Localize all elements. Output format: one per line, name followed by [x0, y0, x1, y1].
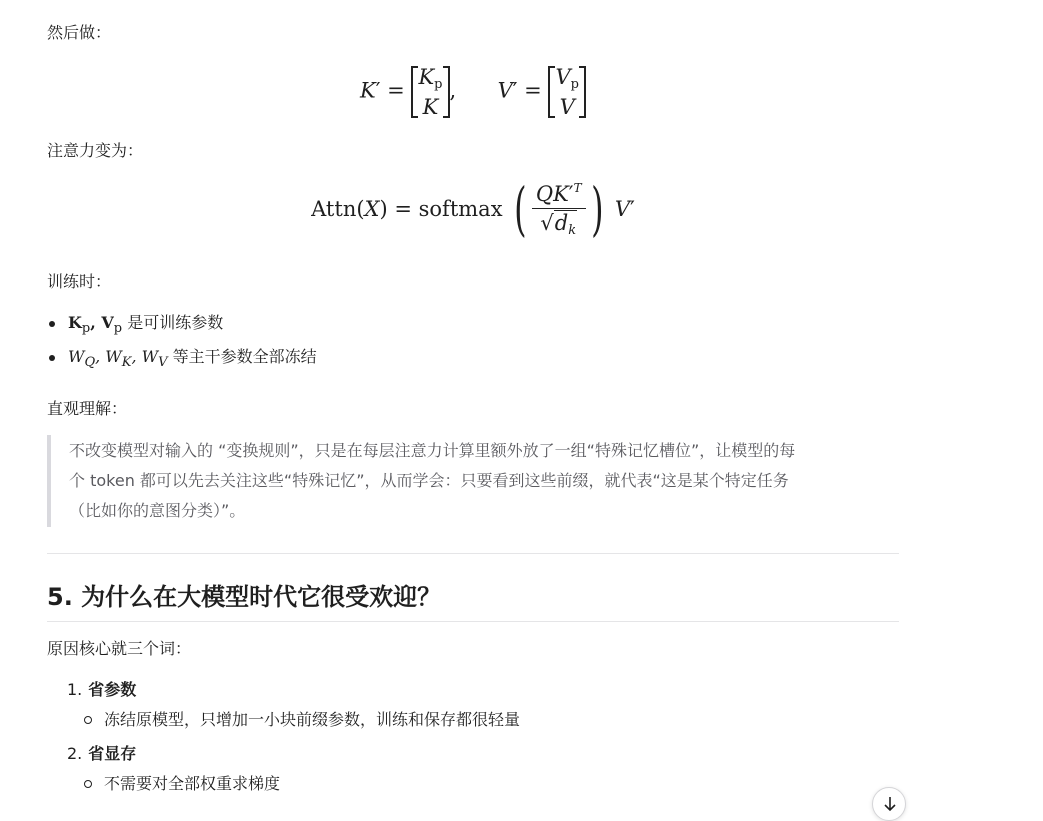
equation-attention: Attn(X) = softmax ( $\frac{QK'^T}{√d_k}$ ) V′	[311, 175, 635, 243]
fraction: $\frac{QK'^T}{√d_k}$	[532, 181, 586, 238]
sub-item-save-params-detail: 冻结原模型，只增加一小块前缀参数，训练和保存都很轻量	[84, 709, 520, 731]
list-item-save-memory: 2. 省显存	[67, 744, 137, 763]
section-heading: 5. 为什么在大模型时代它很受欢迎？	[47, 583, 442, 611]
paragraph-training: 训练时：	[47, 272, 112, 291]
divider	[47, 553, 899, 554]
paren-left: (	[514, 175, 527, 243]
paragraph-reasons: 原因核心就三个词：	[47, 639, 192, 658]
paragraph-then: 然后做：	[47, 23, 112, 42]
training-bullet-list	[47, 306, 317, 374]
list-item-save-params: 1. 省参数	[67, 680, 137, 699]
quote-line: （比如你的意图分类）”。	[69, 501, 246, 520]
arrow-down-icon	[882, 795, 898, 813]
heading-underline	[47, 621, 899, 622]
paragraph-intuition: 直观理解：	[47, 399, 128, 418]
bullet-trainable-params: $K_p$, $V_p$ 是可训练参数	[47, 306, 317, 340]
matrix-v: $V_p$ V	[548, 66, 586, 118]
bullet-frozen-params: $W_Q$, $W_K$, $W_V$ 等主干参数全部冻结	[47, 340, 317, 374]
paragraph-attention-becomes: 注意力变为：	[47, 141, 144, 160]
quote-line: 不改变模型对输入的 “变换规则”，只是在每层注意力计算里额外放了一组“特殊记忆槽位”，让模型的每	[69, 441, 796, 460]
paren-right: )	[590, 175, 604, 243]
matrix-k: $K_p$ K	[411, 66, 449, 118]
quote-line: 个 token 都可以先去关注这些“特殊记忆”，从而学会：只要看到这些前缀，就代表“这是某个特定任务	[69, 471, 789, 490]
blockquote-intuition	[47, 435, 887, 527]
scroll-to-bottom-button[interactable]	[872, 787, 906, 821]
equation-kv-concat: $K' = K_p$ K, $V' = V_p$ V	[47, 66, 899, 118]
sub-item-save-memory-detail: 不需要对全部权重求梯度	[84, 773, 280, 795]
